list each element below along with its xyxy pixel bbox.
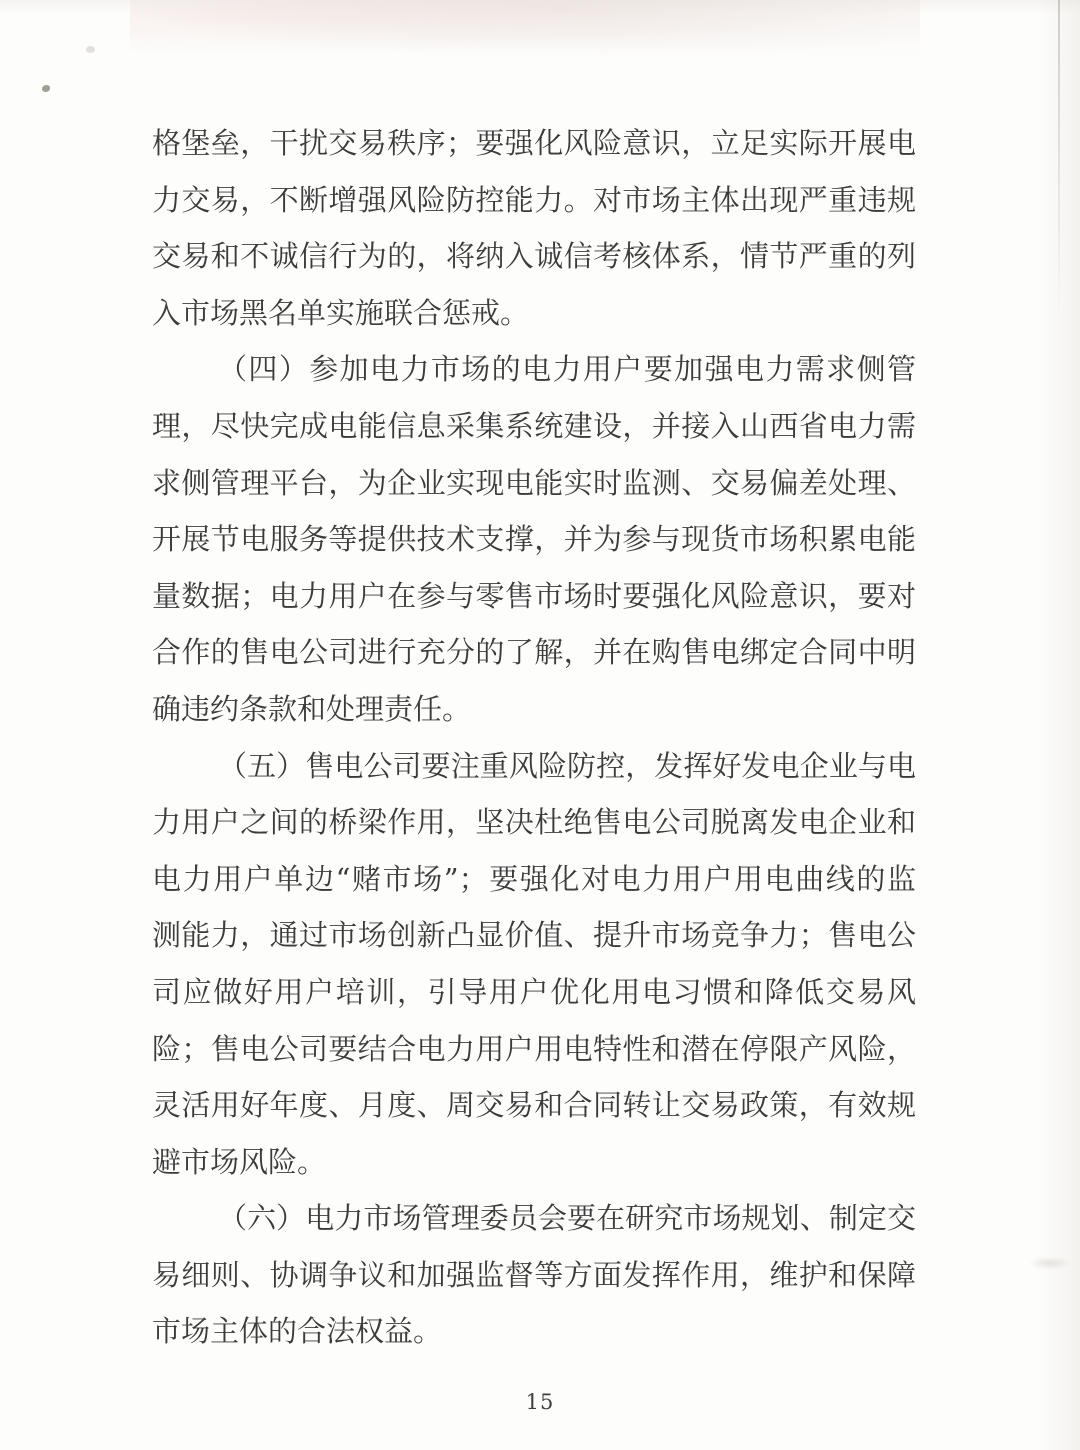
text-line: 量数据；电力用户在参与零售市场时要强化风险意识，要对 — [152, 578, 916, 613]
text-line: 求侧管理平台，为企业实现电能实时监测、交易偏差处理、 — [152, 465, 916, 500]
text-line: 理，尽快完成电能信息采集系统建设，并接入山西省电力需 — [152, 408, 916, 443]
scan-smudge-top — [130, 0, 920, 60]
text-line: 电力用户单边“赌市场”；要强化对电力用户用电曲线的监 — [152, 861, 916, 896]
text-line: 交易和不诚信行为的，将纳入诚信考核体系，情节严重的列 — [152, 239, 916, 274]
page-number: 15 — [525, 1390, 555, 1414]
text-line-section-4: （四）参加电力市场的电力用户要加强电力需求侧管 — [218, 352, 916, 387]
text-line: 避市场风险。 — [152, 1144, 327, 1179]
text-line: 测能力，通过市场创新凸显价值、提升市场竞争力；售电公 — [152, 918, 916, 953]
text-line: 力用户之间的桥梁作用，坚决杜绝售电公司脱离发电企业和 — [152, 805, 916, 840]
text-line: 险；售电公司要结合电力用户用电特性和潜在停限产风险， — [152, 1031, 916, 1066]
text-line: 灵活用好年度、月度、周交易和合同转让交易政策，有效规 — [152, 1088, 916, 1123]
text-line-section-5: （五）售电公司要注重风险防控，发挥好发电企业与电 — [218, 748, 916, 783]
text-line: 确违约条款和处理责任。 — [152, 691, 472, 726]
text-line: 开展节电服务等提供技术支撑，并为参与现货市场积累电能 — [152, 522, 916, 557]
document-text — [152, 115, 916, 1360]
text-line: 格堡垒，干扰交易秩序；要强化风险意识，立足实际开展电 — [152, 126, 916, 160]
text-line: 市场主体的合法权益。 — [152, 1314, 443, 1349]
text-line: 合作的售电公司进行充分的了解，并在购售电绑定合同中明 — [152, 635, 916, 670]
text-line-section-6: （六）电力市场管理委员会要在研究市场规划、制定交 — [218, 1201, 916, 1236]
text-line: 入市场黑名单实施联合惩戒。 — [152, 295, 530, 330]
scan-smudge-bottom-right — [1028, 1256, 1072, 1270]
text-line: 力交易，不断增强风险防控能力。对市场主体出现严重违规 — [152, 182, 916, 217]
scan-dot-mark — [86, 46, 95, 53]
text-line: 易细则、协调争议和加强监督等方面发挥作用，维护和保障 — [152, 1257, 916, 1292]
scan-speck — [42, 85, 50, 92]
page-edge-shadow — [1058, 0, 1060, 320]
text-line: 司应做好用户培训，引导用户优化用电习惯和降低交易风 — [152, 974, 916, 1009]
